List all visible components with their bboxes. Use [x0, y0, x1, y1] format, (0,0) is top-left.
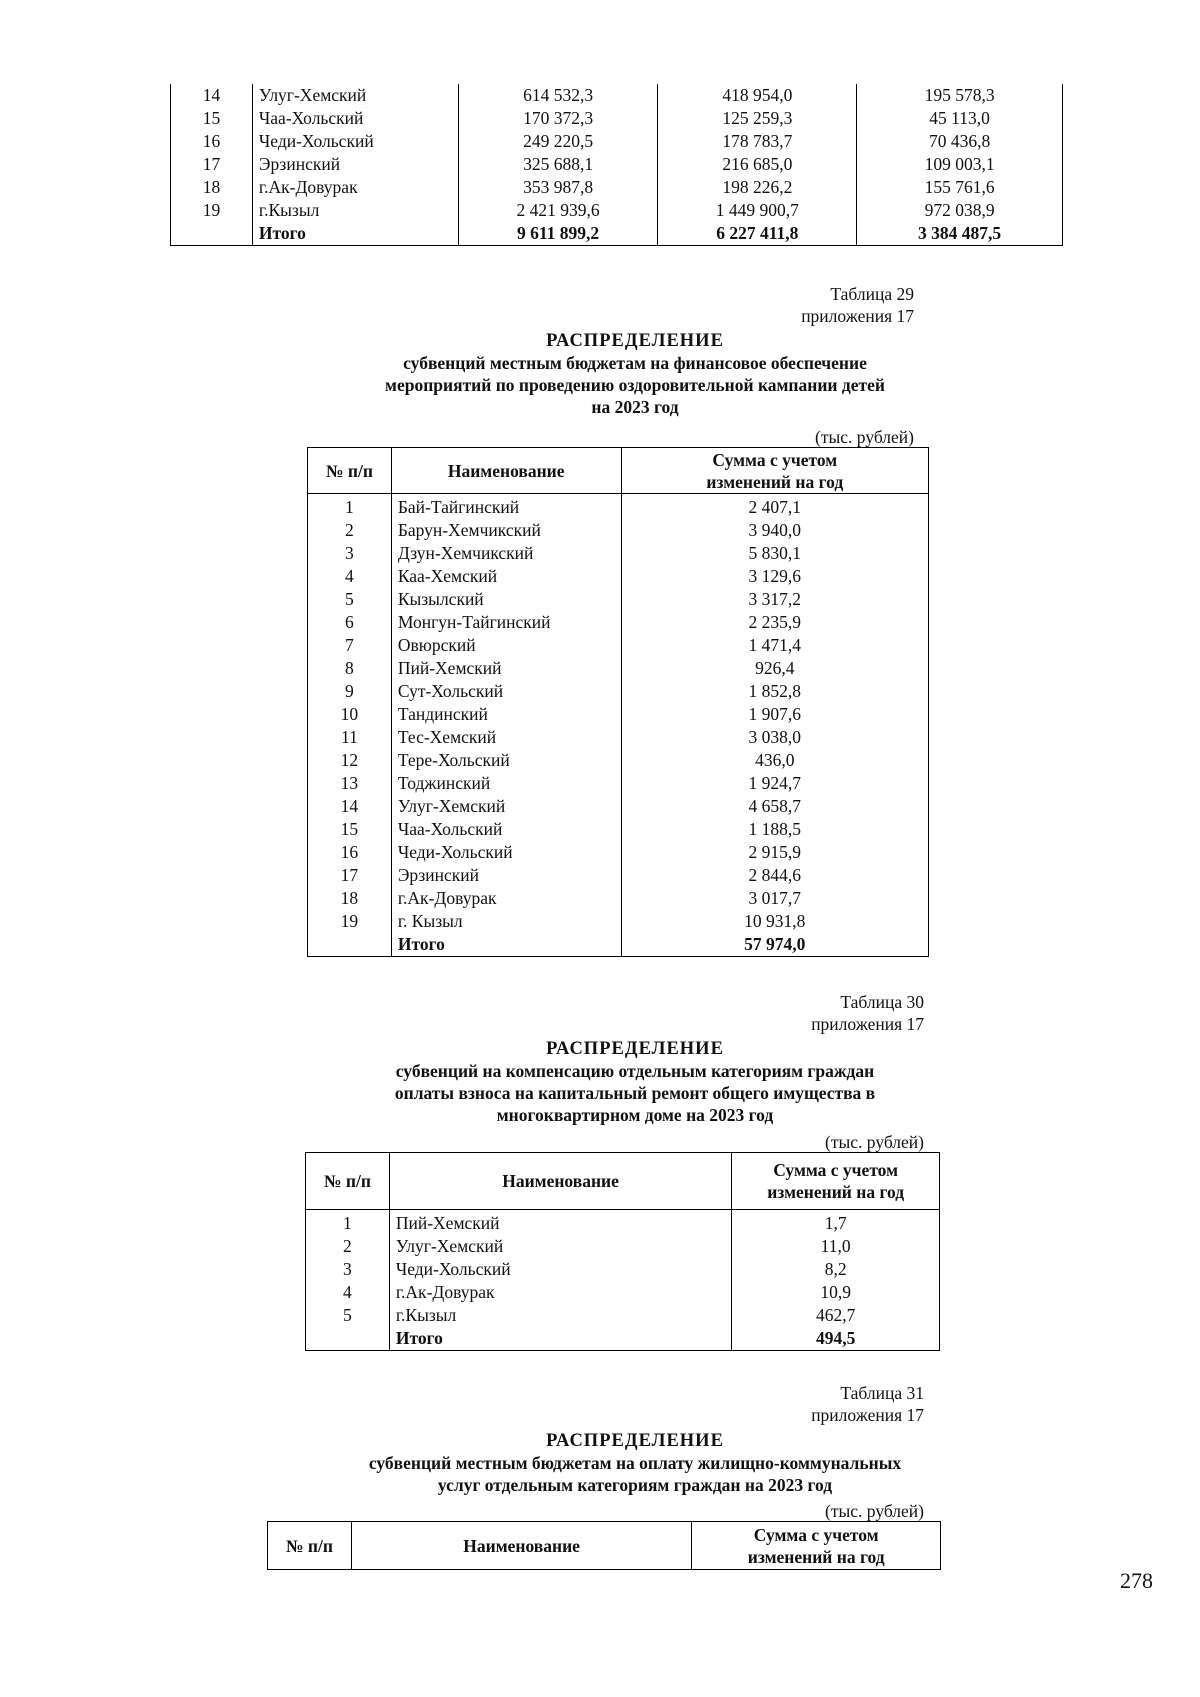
name-cell: Овюрский [391, 634, 621, 657]
table-row [308, 634, 929, 657]
row-number-cell: 12 [308, 749, 392, 772]
row-number-cell: 8 [308, 657, 392, 680]
name-cell: г.Ак-Довурак [252, 176, 458, 199]
row-number-cell: 1 [306, 1210, 390, 1236]
row-number-cell: 18 [308, 887, 392, 910]
title-line: оплаты взноса на капитальный ремонт общего имущества в [394, 1083, 876, 1103]
table-row [308, 864, 929, 887]
table-28-continuation [170, 84, 1063, 246]
title-line: субвенций местным бюджетам на оплату жилищно-коммунальных [368, 1453, 902, 1473]
name-cell: г.Кызыл [252, 199, 458, 222]
table-31-title [200, 1430, 1070, 1496]
value-cell: 216 685,0 [658, 153, 857, 176]
row-number-cell: 2 [306, 1235, 390, 1258]
name-cell: г. Кызыл [391, 910, 621, 933]
table-row [308, 841, 929, 864]
title-line: многоквартирном доме на 2023 год [496, 1105, 774, 1125]
table-row [171, 176, 1063, 199]
table-row [306, 1281, 940, 1304]
total-label: Итого [391, 933, 621, 957]
column-header-number: № п/п [306, 1153, 390, 1210]
name-cell: Чеди-Хольский [391, 841, 621, 864]
row-number-cell: 2 [308, 519, 392, 542]
sum-cell: 2 915,9 [621, 841, 928, 864]
row-number-cell: 17 [171, 153, 253, 176]
total-value: 3 384 487,5 [857, 222, 1063, 246]
total-row [308, 933, 929, 957]
sum-cell: 11,0 [732, 1235, 940, 1258]
sum-cell: 2 407,1 [621, 494, 928, 520]
row-number-cell: 13 [308, 772, 392, 795]
table-row [308, 910, 929, 933]
row-number-cell: 11 [308, 726, 392, 749]
table-29-header [308, 448, 929, 494]
table-row [308, 611, 929, 634]
header-line: изменений на год [747, 1546, 885, 1567]
column-header-sum [732, 1153, 940, 1210]
table-29-title [200, 330, 1070, 418]
table-row [306, 1258, 940, 1281]
sum-cell: 1 188,5 [621, 818, 928, 841]
name-cell: г.Ак-Довурак [389, 1281, 731, 1304]
table-row [171, 107, 1063, 130]
table-row [308, 772, 929, 795]
name-cell: Каа-Хемский [391, 565, 621, 588]
value-cell: 45 113,0 [857, 107, 1063, 130]
value-cell: 2 421 939,6 [458, 199, 658, 222]
row-number-cell: 4 [306, 1281, 390, 1304]
name-cell: Тере-Хольский [391, 749, 621, 772]
name-cell: Пий-Хемский [389, 1210, 731, 1236]
name-cell: г.Кызыл [389, 1304, 731, 1327]
row-number-cell: 6 [308, 611, 392, 634]
total-value: 6 227 411,8 [658, 222, 857, 246]
column-header-sum [692, 1522, 941, 1570]
table-number: Таблица 30 [840, 992, 924, 1012]
table-row [308, 519, 929, 542]
table-row [308, 818, 929, 841]
title-heading: РАСПРЕДЕЛЕНИЕ [546, 1039, 724, 1059]
table-31-header [268, 1522, 941, 1570]
row-number-cell: 18 [171, 176, 253, 199]
name-cell: Чаа-Хольский [252, 107, 458, 130]
total-value: 57 974,0 [621, 933, 928, 957]
row-number-cell: 1 [308, 494, 392, 520]
table-29-units: (тыс. рублей) [815, 427, 914, 447]
value-cell: 170 372,3 [458, 107, 658, 130]
row-number-cell: 19 [171, 199, 253, 222]
column-header-number: № п/п [268, 1522, 352, 1570]
total-label: Итого [389, 1327, 731, 1351]
row-number-cell: 7 [308, 634, 392, 657]
name-cell: Барун-Хемчикский [391, 519, 621, 542]
sum-cell: 926,4 [621, 657, 928, 680]
title-line: субвенций на компенсацию отдельным категориям граждан [395, 1061, 875, 1081]
value-cell: 198 226,2 [658, 176, 857, 199]
sum-cell: 3 038,0 [621, 726, 928, 749]
name-cell: Улуг-Хемский [391, 795, 621, 818]
table-row [308, 680, 929, 703]
table-row [171, 130, 1063, 153]
header-line: изменений на год [767, 1182, 905, 1202]
row-number-cell: 3 [306, 1258, 390, 1281]
value-cell: 125 259,3 [658, 107, 857, 130]
header-line: Сумма с учетом [753, 1524, 879, 1545]
row-number-cell: 14 [308, 795, 392, 818]
total-value: 9 611 899,2 [458, 222, 658, 246]
table-29-caption [600, 283, 914, 327]
value-cell: 1 449 900,7 [658, 199, 857, 222]
sum-cell: 1 852,8 [621, 680, 928, 703]
sum-cell: 1 471,4 [621, 634, 928, 657]
sum-cell: 462,7 [732, 1304, 940, 1327]
table-28-body [171, 84, 1063, 246]
column-header-number: № п/п [308, 448, 392, 494]
table-number: Таблица 31 [840, 1383, 924, 1403]
value-cell: 249 220,5 [458, 130, 658, 153]
column-header-name: Наименование [351, 1522, 691, 1570]
sum-cell: 2 844,6 [621, 864, 928, 887]
sum-cell: 2 235,9 [621, 611, 928, 634]
name-cell: Тес-Хемский [391, 726, 621, 749]
column-header-name: Наименование [389, 1153, 731, 1210]
value-cell: 70 436,8 [857, 130, 1063, 153]
title-line: на 2023 год [591, 397, 679, 417]
table-row [171, 199, 1063, 222]
value-cell: 614 532,3 [458, 84, 658, 107]
table-30 [305, 1152, 940, 1351]
table-30-header [306, 1153, 940, 1210]
table-row [306, 1304, 940, 1327]
value-cell: 353 987,8 [458, 176, 658, 199]
row-number-cell: 5 [306, 1304, 390, 1327]
name-cell: Чаа-Хольский [391, 818, 621, 841]
value-cell: 972 038,9 [857, 199, 1063, 222]
sum-cell: 3 940,0 [621, 519, 928, 542]
table-row [308, 494, 929, 520]
table-31-units: (тыс. рублей) [825, 1501, 924, 1521]
value-cell: 109 003,1 [857, 153, 1063, 176]
row-number-cell: 4 [308, 565, 392, 588]
name-cell: Чеди-Хольский [389, 1258, 731, 1281]
empty-cell [306, 1327, 390, 1351]
table-30-caption [610, 991, 924, 1035]
column-header-name: Наименование [391, 448, 621, 494]
name-cell: Пий-Хемский [391, 657, 621, 680]
name-cell: Чеди-Хольский [252, 130, 458, 153]
name-cell: Кызылский [391, 588, 621, 611]
value-cell: 325 688,1 [458, 153, 658, 176]
sum-cell: 10 931,8 [621, 910, 928, 933]
header-line: Сумма с учетом [712, 449, 838, 470]
header-line: изменений на год [706, 471, 844, 492]
row-number-cell: 15 [308, 818, 392, 841]
name-cell: Улуг-Хемский [252, 84, 458, 107]
table-row [171, 84, 1063, 107]
table-row [308, 657, 929, 680]
title-heading: РАСПРЕДЕЛЕНИЕ [546, 1431, 724, 1451]
title-heading: РАСПРЕДЕЛЕНИЕ [546, 331, 724, 351]
total-row [171, 222, 1063, 246]
table-30-title [200, 1038, 1070, 1126]
name-cell: г.Ак-Довурак [391, 887, 621, 910]
name-cell: Улуг-Хемский [389, 1235, 731, 1258]
sum-cell: 436,0 [621, 749, 928, 772]
title-line: услуг отдельным категориям граждан на 2023 год [437, 1475, 833, 1495]
name-cell: Сут-Хольский [391, 680, 621, 703]
table-row [308, 542, 929, 565]
empty-cell [308, 933, 392, 957]
title-line: мероприятий по проведению оздоровительной кампании детей [385, 375, 885, 395]
table-31-caption [610, 1382, 924, 1426]
sum-cell: 5 830,1 [621, 542, 928, 565]
row-number-cell: 10 [308, 703, 392, 726]
value-cell: 195 578,3 [857, 84, 1063, 107]
row-number-cell: 15 [171, 107, 253, 130]
name-cell: Монгун-Тайгинский [391, 611, 621, 634]
table-row [308, 749, 929, 772]
value-cell: 155 761,6 [857, 176, 1063, 199]
row-number-cell: 17 [308, 864, 392, 887]
sum-cell: 8,2 [732, 1258, 940, 1281]
table-30-body [306, 1210, 940, 1351]
name-cell: Тандинский [391, 703, 621, 726]
appendix-label: приложения 17 [811, 1014, 924, 1034]
row-number-cell: 16 [308, 841, 392, 864]
table-29-body [308, 494, 929, 957]
total-row [306, 1327, 940, 1351]
sum-cell: 4 658,7 [621, 795, 928, 818]
table-row [306, 1210, 940, 1236]
column-header-sum [621, 448, 928, 494]
empty-cell [171, 222, 253, 246]
name-cell: Эрзинский [252, 153, 458, 176]
table-29 [307, 447, 929, 957]
name-cell: Дзун-Хемчикский [391, 542, 621, 565]
table-row [308, 726, 929, 749]
row-number-cell: 19 [308, 910, 392, 933]
total-value: 494,5 [732, 1327, 940, 1351]
table-row [308, 887, 929, 910]
header-line: Сумма с учетом [773, 1160, 899, 1180]
sum-cell: 1 924,7 [621, 772, 928, 795]
row-number-cell: 14 [171, 84, 253, 107]
appendix-label: приложения 17 [811, 1405, 924, 1425]
table-30-units: (тыс. рублей) [825, 1132, 924, 1152]
sum-cell: 1 907,6 [621, 703, 928, 726]
table-row [171, 153, 1063, 176]
name-cell: Эрзинский [391, 864, 621, 887]
table-31 [267, 1521, 941, 1570]
table-row [306, 1235, 940, 1258]
total-label: Итого [252, 222, 458, 246]
table-row [308, 588, 929, 611]
table-row [308, 703, 929, 726]
sum-cell: 3 017,7 [621, 887, 928, 910]
sum-cell: 3 317,2 [621, 588, 928, 611]
table-number: Таблица 29 [830, 284, 914, 304]
sum-cell: 1,7 [732, 1210, 940, 1236]
row-number-cell: 5 [308, 588, 392, 611]
row-number-cell: 16 [171, 130, 253, 153]
name-cell: Бай-Тайгинский [391, 494, 621, 520]
table-row [308, 565, 929, 588]
value-cell: 418 954,0 [658, 84, 857, 107]
row-number-cell: 9 [308, 680, 392, 703]
title-line: субвенций местным бюджетам на финансовое обеспечение [403, 353, 867, 373]
sum-cell: 3 129,6 [621, 565, 928, 588]
name-cell: Тоджинский [391, 772, 621, 795]
table-row [308, 795, 929, 818]
appendix-label: приложения 17 [801, 306, 914, 326]
value-cell: 178 783,7 [658, 130, 857, 153]
page-number: 278 [1120, 1568, 1153, 1593]
row-number-cell: 3 [308, 542, 392, 565]
sum-cell: 10,9 [732, 1281, 940, 1304]
